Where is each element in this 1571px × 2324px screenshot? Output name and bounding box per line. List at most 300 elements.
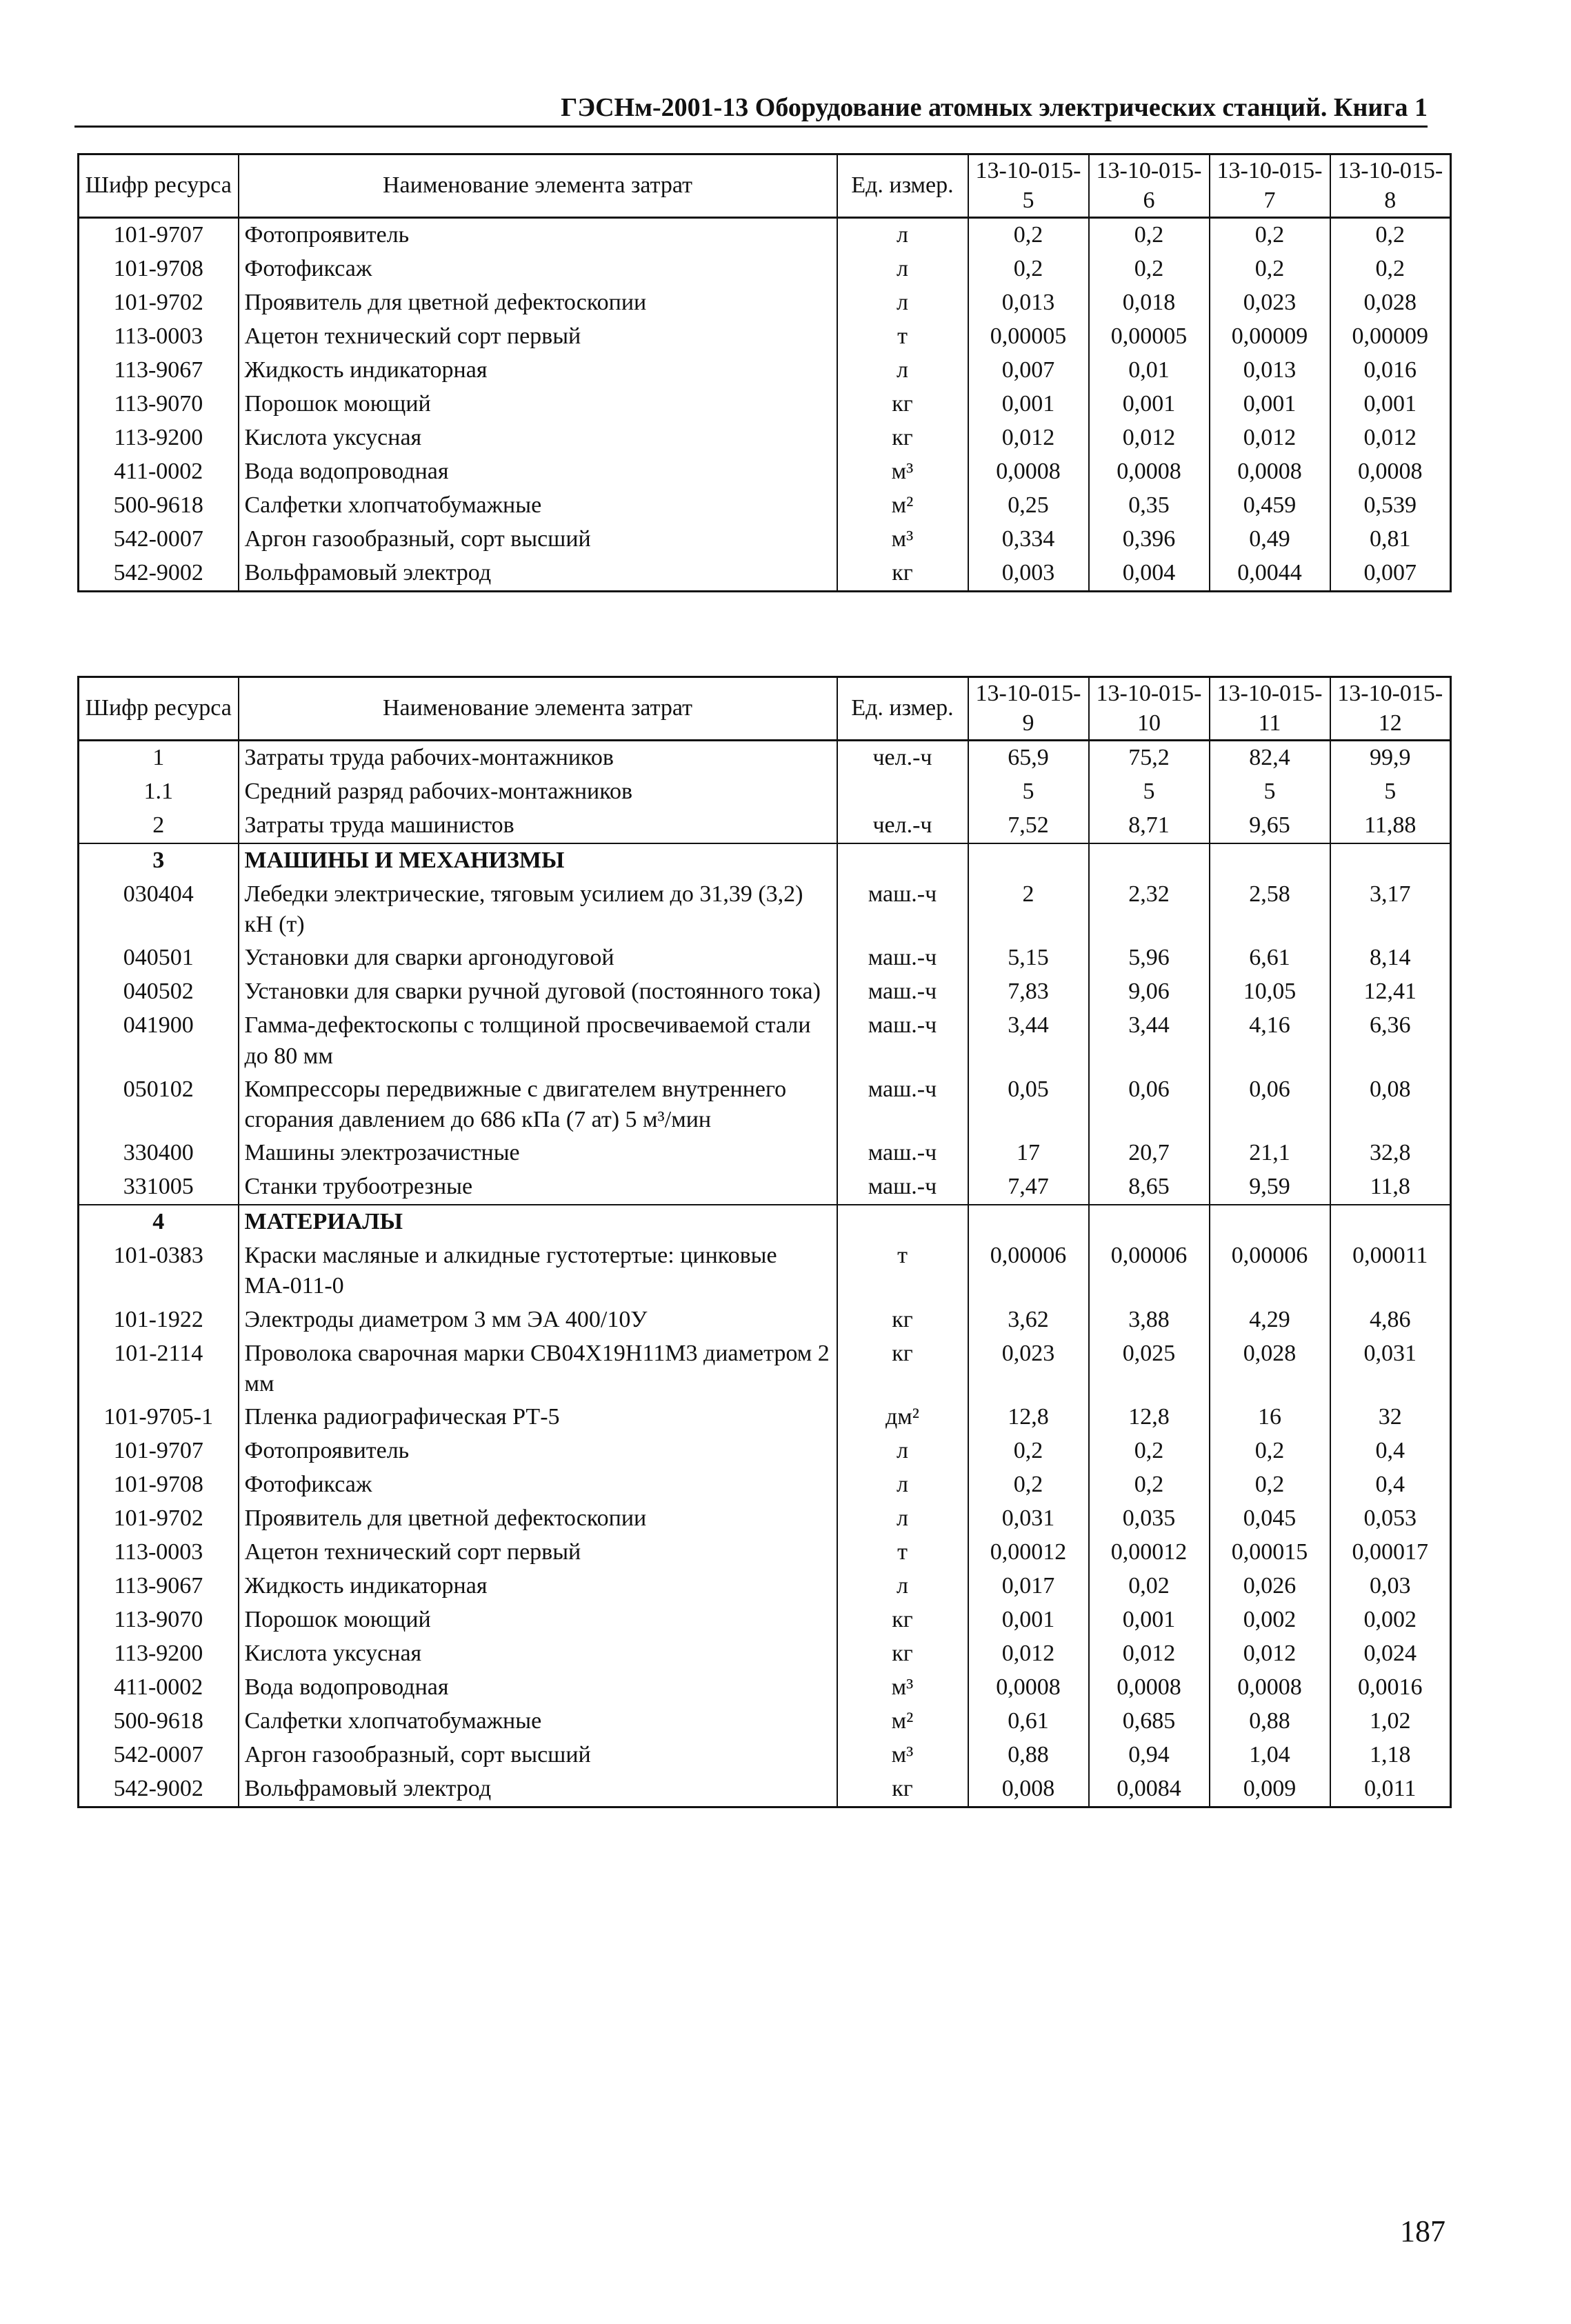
resource-code: 330400 bbox=[79, 1136, 239, 1170]
value-col-1: 65,9 bbox=[968, 741, 1089, 776]
table-row bbox=[79, 523, 1451, 557]
resource-code: 041900 bbox=[79, 1009, 239, 1072]
table-row bbox=[79, 1772, 1451, 1807]
value-col-4: 0,4 bbox=[1330, 1468, 1451, 1502]
value-col-3: 10,05 bbox=[1210, 975, 1330, 1009]
value-col-4: 0,00009 bbox=[1330, 320, 1451, 354]
unit-cell: л bbox=[837, 1570, 968, 1603]
value-col-4: 4,86 bbox=[1330, 1303, 1451, 1337]
value-col-2: 0,025 bbox=[1089, 1337, 1210, 1401]
header-col-2: 13-10-015-10 bbox=[1089, 677, 1210, 741]
value-col-4: 0,539 bbox=[1330, 489, 1451, 523]
unit-cell: м² bbox=[837, 1705, 968, 1739]
value-col-2: 5 bbox=[1089, 775, 1210, 809]
resource-code: 542-0007 bbox=[79, 1739, 239, 1772]
unit-cell: кг bbox=[837, 1637, 968, 1671]
value-col-3: 0,012 bbox=[1210, 421, 1330, 455]
value-col-3: 0,00009 bbox=[1210, 320, 1330, 354]
header-unit: Ед. измер. bbox=[837, 677, 968, 741]
value-col-4: 0,031 bbox=[1330, 1337, 1451, 1401]
resource-code: 113-9070 bbox=[79, 388, 239, 421]
value-col-4: 0,4 bbox=[1330, 1434, 1451, 1468]
section-row bbox=[79, 1205, 1451, 1239]
resource-name: Установки для сварки аргонодуговой bbox=[239, 941, 837, 975]
value-col-1: 0,001 bbox=[968, 1603, 1089, 1637]
header-code: Шифр ресурса bbox=[79, 154, 239, 218]
value-col-2: 0,00005 bbox=[1089, 320, 1210, 354]
unit-cell: м³ bbox=[837, 523, 968, 557]
unit-cell: маш.-ч bbox=[837, 941, 968, 975]
unit-cell: чел.-ч bbox=[837, 809, 968, 843]
value-col-4: 11,88 bbox=[1330, 809, 1451, 843]
resource-name: Кислота уксусная bbox=[239, 421, 837, 455]
table-row bbox=[79, 1136, 1451, 1170]
resource-name: Проявитель для цветной дефектоскопии bbox=[239, 1502, 837, 1536]
resource-code: 1 bbox=[79, 741, 239, 776]
value-col-2: 3,88 bbox=[1089, 1303, 1210, 1337]
resource-code: 113-9070 bbox=[79, 1603, 239, 1637]
value-col-1: 0,031 bbox=[968, 1502, 1089, 1536]
resource-code: 411-0002 bbox=[79, 1671, 239, 1705]
resource-name: Аргон газообразный, сорт высший bbox=[239, 1739, 837, 1772]
resource-name: Порошок моющий bbox=[239, 1603, 837, 1637]
value-col-2: 2,32 bbox=[1089, 878, 1210, 941]
resource-code: 3 bbox=[79, 843, 239, 878]
header-name: Наименование элемента затрат bbox=[239, 154, 837, 218]
value-col-2: 3,44 bbox=[1089, 1009, 1210, 1072]
table-row bbox=[79, 1239, 1451, 1303]
unit-cell bbox=[837, 775, 968, 809]
resource-name: Пленка радиографическая РТ-5 bbox=[239, 1401, 837, 1434]
resource-name: Ацетон технический сорт первый bbox=[239, 320, 837, 354]
value-col-4: 0,001 bbox=[1330, 388, 1451, 421]
resource-name: Машины электрозачистные bbox=[239, 1136, 837, 1170]
value-col-2: 0,02 bbox=[1089, 1570, 1210, 1603]
value-col-3: 0,0008 bbox=[1210, 455, 1330, 489]
value-col-4: 99,9 bbox=[1330, 741, 1451, 776]
resource-code: 101-2114 bbox=[79, 1337, 239, 1401]
resource-name: Ацетон технический сорт первый bbox=[239, 1536, 837, 1570]
resource-code: 101-1922 bbox=[79, 1303, 239, 1337]
value-col-3: 0,49 bbox=[1210, 523, 1330, 557]
value-col-3: 0,06 bbox=[1210, 1073, 1330, 1136]
value-col-3: 1,04 bbox=[1210, 1739, 1330, 1772]
resource-code: 040501 bbox=[79, 941, 239, 975]
value-col-3: 5 bbox=[1210, 775, 1330, 809]
resource-name: Лебедки электрические, тяговым усилием до 31,39 (3,2) кН (т) bbox=[239, 878, 837, 941]
value-col-3: 4,16 bbox=[1210, 1009, 1330, 1072]
resource-name: Электроды диаметром 3 мм ЭА 400/10У bbox=[239, 1303, 837, 1337]
resource-code: 030404 bbox=[79, 878, 239, 941]
value-col-3: 0,0044 bbox=[1210, 557, 1330, 592]
value-col-3: 4,29 bbox=[1210, 1303, 1330, 1337]
value-col-4: 12,41 bbox=[1330, 975, 1451, 1009]
unit-cell: м³ bbox=[837, 455, 968, 489]
resource-name: Вода водопроводная bbox=[239, 1671, 837, 1705]
value-col-2: 0,35 bbox=[1089, 489, 1210, 523]
resource-code: 1.1 bbox=[79, 775, 239, 809]
value-col-4: 0,2 bbox=[1330, 252, 1451, 286]
value-col-4: 1,18 bbox=[1330, 1739, 1451, 1772]
value-col-4: 0,08 bbox=[1330, 1073, 1451, 1136]
value-col-4: 0,03 bbox=[1330, 1570, 1451, 1603]
table-body bbox=[79, 741, 1451, 1807]
value-col-2: 0,035 bbox=[1089, 1502, 1210, 1536]
value-col-1: 0,00012 bbox=[968, 1536, 1089, 1570]
table-row bbox=[79, 1303, 1451, 1337]
value-col-4: 0,0016 bbox=[1330, 1671, 1451, 1705]
value-col-2: 75,2 bbox=[1089, 741, 1210, 776]
header-col-3: 13-10-015-7 bbox=[1210, 154, 1330, 218]
value-col-2: 0,00006 bbox=[1089, 1239, 1210, 1303]
value-col-2: 8,71 bbox=[1089, 809, 1210, 843]
value-col-3: 0,001 bbox=[1210, 388, 1330, 421]
resource-name: Краски масляные и алкидные густотертые: цинковые МА-011-0 bbox=[239, 1239, 837, 1303]
value-col-3: 82,4 bbox=[1210, 741, 1330, 776]
unit-cell: л bbox=[837, 1434, 968, 1468]
value-col-2: 0,00012 bbox=[1089, 1536, 1210, 1570]
table-row bbox=[79, 218, 1451, 253]
value-col-1 bbox=[968, 843, 1089, 878]
value-col-3: 0,009 bbox=[1210, 1772, 1330, 1807]
resource-name: МАТЕРИАЛЫ bbox=[239, 1205, 837, 1239]
resource-name: Фотофиксаж bbox=[239, 252, 837, 286]
table-header-row bbox=[79, 677, 1451, 741]
table-row bbox=[79, 1570, 1451, 1603]
value-col-4 bbox=[1330, 1205, 1451, 1239]
value-col-3: 0,012 bbox=[1210, 1637, 1330, 1671]
value-col-4: 0,011 bbox=[1330, 1772, 1451, 1807]
table-row bbox=[79, 975, 1451, 1009]
unit-cell: маш.-ч bbox=[837, 975, 968, 1009]
value-col-3: 9,65 bbox=[1210, 809, 1330, 843]
resource-name: Жидкость индикаторная bbox=[239, 354, 837, 388]
resource-name: Вода водопроводная bbox=[239, 455, 837, 489]
table-row bbox=[79, 489, 1451, 523]
value-col-1: 0,012 bbox=[968, 1637, 1089, 1671]
unit-cell: л bbox=[837, 1468, 968, 1502]
table-row bbox=[79, 1401, 1451, 1434]
resource-code: 542-9002 bbox=[79, 1772, 239, 1807]
table-row bbox=[79, 388, 1451, 421]
resource-name: Фотофиксаж bbox=[239, 1468, 837, 1502]
value-col-1: 0,05 bbox=[968, 1073, 1089, 1136]
header-col-3: 13-10-015-11 bbox=[1210, 677, 1330, 741]
value-col-4: 8,14 bbox=[1330, 941, 1451, 975]
unit-cell: л bbox=[837, 252, 968, 286]
value-col-2: 0,004 bbox=[1089, 557, 1210, 592]
value-col-1: 0,00006 bbox=[968, 1239, 1089, 1303]
value-col-2: 0,2 bbox=[1089, 1468, 1210, 1502]
resource-code: 101-9702 bbox=[79, 286, 239, 320]
resource-code: 113-9200 bbox=[79, 421, 239, 455]
header-name: Наименование элемента затрат bbox=[239, 677, 837, 741]
unit-cell: маш.-ч bbox=[837, 1009, 968, 1072]
value-col-2: 0,0084 bbox=[1089, 1772, 1210, 1807]
resource-code: 113-9067 bbox=[79, 1570, 239, 1603]
value-col-4: 5 bbox=[1330, 775, 1451, 809]
value-col-1: 12,8 bbox=[968, 1401, 1089, 1434]
value-col-3: 0,2 bbox=[1210, 218, 1330, 253]
value-col-4: 0,0008 bbox=[1330, 455, 1451, 489]
value-col-2: 0,012 bbox=[1089, 1637, 1210, 1671]
resource-name: Салфетки хлопчатобумажные bbox=[239, 1705, 837, 1739]
unit-cell: л bbox=[837, 1502, 968, 1536]
value-col-4: 0,2 bbox=[1330, 218, 1451, 253]
value-col-2: 9,06 bbox=[1089, 975, 1210, 1009]
value-col-2: 0,06 bbox=[1089, 1073, 1210, 1136]
table-row bbox=[79, 809, 1451, 843]
value-col-3: 0,002 bbox=[1210, 1603, 1330, 1637]
value-col-1: 0,2 bbox=[968, 1468, 1089, 1502]
header-col-1: 13-10-015-9 bbox=[968, 677, 1089, 741]
value-col-1: 0,017 bbox=[968, 1570, 1089, 1603]
resource-name: Жидкость индикаторная bbox=[239, 1570, 837, 1603]
table-row bbox=[79, 354, 1451, 388]
resource-name: Вольфрамовый электрод bbox=[239, 1772, 837, 1807]
table-row bbox=[79, 557, 1451, 592]
value-col-3: 0,2 bbox=[1210, 1468, 1330, 1502]
table-row bbox=[79, 1671, 1451, 1705]
value-col-2: 0,94 bbox=[1089, 1739, 1210, 1772]
unit-cell: маш.-ч bbox=[837, 1136, 968, 1170]
unit-cell: кг bbox=[837, 557, 968, 592]
table-row bbox=[79, 455, 1451, 489]
value-col-2: 0,2 bbox=[1089, 218, 1210, 253]
table-row bbox=[79, 1536, 1451, 1570]
resource-code: 113-0003 bbox=[79, 320, 239, 354]
value-col-1: 0,007 bbox=[968, 354, 1089, 388]
resource-name: Затраты труда машинистов bbox=[239, 809, 837, 843]
value-col-1: 0,008 bbox=[968, 1772, 1089, 1807]
value-col-1: 0,0008 bbox=[968, 455, 1089, 489]
value-col-1: 0,2 bbox=[968, 252, 1089, 286]
unit-cell: кг bbox=[837, 1337, 968, 1401]
value-col-3: 0,045 bbox=[1210, 1502, 1330, 1536]
value-col-1: 7,83 bbox=[968, 975, 1089, 1009]
value-col-4: 32 bbox=[1330, 1401, 1451, 1434]
value-col-4: 11,8 bbox=[1330, 1170, 1451, 1205]
value-col-4: 0,053 bbox=[1330, 1502, 1451, 1536]
value-col-2: 0,396 bbox=[1089, 523, 1210, 557]
unit-cell: т bbox=[837, 1536, 968, 1570]
value-col-2: 0,001 bbox=[1089, 388, 1210, 421]
resource-code: 542-9002 bbox=[79, 557, 239, 592]
value-col-3: 0,00015 bbox=[1210, 1536, 1330, 1570]
value-col-1: 5,15 bbox=[968, 941, 1089, 975]
resource-code: 101-0383 bbox=[79, 1239, 239, 1303]
value-col-1: 0,012 bbox=[968, 421, 1089, 455]
table-row bbox=[79, 1337, 1451, 1401]
resource-code: 101-9705-1 bbox=[79, 1401, 239, 1434]
resource-name: МАШИНЫ И МЕХАНИЗМЫ bbox=[239, 843, 837, 878]
resource-name: Проволока сварочная марки СВ04Х19Н11М3 диаметром 2 мм bbox=[239, 1337, 837, 1401]
value-col-3: 0,2 bbox=[1210, 1434, 1330, 1468]
value-col-2: 0,018 bbox=[1089, 286, 1210, 320]
resource-code: 542-0007 bbox=[79, 523, 239, 557]
unit-cell bbox=[837, 843, 968, 878]
header-col-1: 13-10-015-5 bbox=[968, 154, 1089, 218]
value-col-1: 3,44 bbox=[968, 1009, 1089, 1072]
table-row bbox=[79, 1739, 1451, 1772]
page-header bbox=[74, 81, 1428, 128]
value-col-3 bbox=[1210, 843, 1330, 878]
unit-cell: кг bbox=[837, 1303, 968, 1337]
resource-name: Вольфрамовый электрод bbox=[239, 557, 837, 592]
table-row bbox=[79, 1502, 1451, 1536]
value-col-2: 12,8 bbox=[1089, 1401, 1210, 1434]
unit-cell: кг bbox=[837, 421, 968, 455]
header-unit: Ед. измер. bbox=[837, 154, 968, 218]
value-col-3: 21,1 bbox=[1210, 1136, 1330, 1170]
value-col-2: 0,01 bbox=[1089, 354, 1210, 388]
value-col-1: 2 bbox=[968, 878, 1089, 941]
table-row bbox=[79, 1705, 1451, 1739]
value-col-2 bbox=[1089, 1205, 1210, 1239]
value-col-1: 0,61 bbox=[968, 1705, 1089, 1739]
unit-cell: маш.-ч bbox=[837, 1073, 968, 1136]
value-col-3: 0,028 bbox=[1210, 1337, 1330, 1401]
resource-name: Аргон газообразный, сорт высший bbox=[239, 523, 837, 557]
unit-cell bbox=[837, 1205, 968, 1239]
resource-name: Затраты труда рабочих-монтажников bbox=[239, 741, 837, 776]
resource-code: 113-9067 bbox=[79, 354, 239, 388]
unit-cell: кг bbox=[837, 388, 968, 421]
value-col-2: 8,65 bbox=[1089, 1170, 1210, 1205]
value-col-1: 0,88 bbox=[968, 1739, 1089, 1772]
unit-cell: т bbox=[837, 1239, 968, 1303]
page-number: 187 bbox=[1400, 2214, 1445, 2248]
resource-name: Станки трубоотрезные bbox=[239, 1170, 837, 1205]
resource-code: 101-9707 bbox=[79, 1434, 239, 1468]
value-col-4: 1,02 bbox=[1330, 1705, 1451, 1739]
value-col-4: 0,016 bbox=[1330, 354, 1451, 388]
value-col-1: 0,334 bbox=[968, 523, 1089, 557]
table-row bbox=[79, 320, 1451, 354]
value-col-3: 0,459 bbox=[1210, 489, 1330, 523]
header-col-4: 13-10-015-8 bbox=[1330, 154, 1451, 218]
resource-code: 411-0002 bbox=[79, 455, 239, 489]
value-col-4: 0,00011 bbox=[1330, 1239, 1451, 1303]
table-row bbox=[79, 1073, 1451, 1136]
value-col-3: 0,0008 bbox=[1210, 1671, 1330, 1705]
table-row bbox=[79, 1637, 1451, 1671]
unit-cell: маш.-ч bbox=[837, 878, 968, 941]
value-col-2: 0,012 bbox=[1089, 421, 1210, 455]
resource-table-2 bbox=[77, 676, 1452, 1808]
unit-cell: м³ bbox=[837, 1671, 968, 1705]
value-col-1: 0,25 bbox=[968, 489, 1089, 523]
header-col-4: 13-10-015-12 bbox=[1330, 677, 1451, 741]
resource-code: 101-9708 bbox=[79, 252, 239, 286]
unit-cell: м² bbox=[837, 489, 968, 523]
table-row bbox=[79, 1009, 1451, 1072]
value-col-1: 5 bbox=[968, 775, 1089, 809]
unit-cell: маш.-ч bbox=[837, 1170, 968, 1205]
resource-code: 500-9618 bbox=[79, 1705, 239, 1739]
resource-name: Проявитель для цветной дефектоскопии bbox=[239, 286, 837, 320]
value-col-4: 0,00017 bbox=[1330, 1536, 1451, 1570]
value-col-4: 3,17 bbox=[1330, 878, 1451, 941]
value-col-3: 6,61 bbox=[1210, 941, 1330, 975]
table-row bbox=[79, 252, 1451, 286]
value-col-1: 0,001 bbox=[968, 388, 1089, 421]
resource-table-1 bbox=[77, 153, 1452, 592]
table-row bbox=[79, 286, 1451, 320]
value-col-3: 0,013 bbox=[1210, 354, 1330, 388]
value-col-1: 0,013 bbox=[968, 286, 1089, 320]
section-row bbox=[79, 843, 1451, 878]
value-col-1: 3,62 bbox=[968, 1303, 1089, 1337]
resource-code: 101-9708 bbox=[79, 1468, 239, 1502]
value-col-3: 0,2 bbox=[1210, 252, 1330, 286]
resource-code: 2 bbox=[79, 809, 239, 843]
value-col-1 bbox=[968, 1205, 1089, 1239]
resource-code: 331005 bbox=[79, 1170, 239, 1205]
resource-name: Салфетки хлопчатобумажные bbox=[239, 489, 837, 523]
value-col-2: 5,96 bbox=[1089, 941, 1210, 975]
unit-cell: т bbox=[837, 320, 968, 354]
unit-cell: кг bbox=[837, 1772, 968, 1807]
value-col-1: 0,2 bbox=[968, 1434, 1089, 1468]
table-row bbox=[79, 421, 1451, 455]
resource-name: Компрессоры передвижные с двигателем внутреннего сгорания давлением до 686 кПа (7 ат) 5 м³/мин bbox=[239, 1073, 837, 1136]
table-row bbox=[79, 941, 1451, 975]
value-col-3: 0,88 bbox=[1210, 1705, 1330, 1739]
value-col-4: 0,007 bbox=[1330, 557, 1451, 592]
value-col-4: 32,8 bbox=[1330, 1136, 1451, 1170]
table-row bbox=[79, 1603, 1451, 1637]
value-col-3: 0,023 bbox=[1210, 286, 1330, 320]
value-col-2 bbox=[1089, 843, 1210, 878]
resource-code: 113-9200 bbox=[79, 1637, 239, 1671]
resource-name: Порошок моющий bbox=[239, 388, 837, 421]
value-col-1: 0,00005 bbox=[968, 320, 1089, 354]
value-col-4 bbox=[1330, 843, 1451, 878]
resource-name: Фотопроявитель bbox=[239, 218, 837, 253]
resource-code: 050102 bbox=[79, 1073, 239, 1136]
table-row bbox=[79, 878, 1451, 941]
value-col-3: 2,58 bbox=[1210, 878, 1330, 941]
value-col-2: 0,0008 bbox=[1089, 1671, 1210, 1705]
resource-name: Гамма-дефектоскопы с толщиной просвечиваемой стали до 80 мм bbox=[239, 1009, 837, 1072]
unit-cell: дм² bbox=[837, 1401, 968, 1434]
value-col-4: 6,36 bbox=[1330, 1009, 1451, 1072]
header-col-2: 13-10-015-6 bbox=[1089, 154, 1210, 218]
value-col-1: 0,0008 bbox=[968, 1671, 1089, 1705]
value-col-1: 0,2 bbox=[968, 218, 1089, 253]
unit-cell: кг bbox=[837, 1603, 968, 1637]
value-col-3 bbox=[1210, 1205, 1330, 1239]
table-row bbox=[79, 741, 1451, 776]
value-col-4: 0,002 bbox=[1330, 1603, 1451, 1637]
value-col-2: 0,685 bbox=[1089, 1705, 1210, 1739]
resource-name: Установки для сварки ручной дуговой (постоянного тока) bbox=[239, 975, 837, 1009]
value-col-2: 0,001 bbox=[1089, 1603, 1210, 1637]
value-col-3: 0,00006 bbox=[1210, 1239, 1330, 1303]
value-col-1: 17 bbox=[968, 1136, 1089, 1170]
value-col-1: 0,023 bbox=[968, 1337, 1089, 1401]
unit-cell: л bbox=[837, 218, 968, 253]
table-row bbox=[79, 1434, 1451, 1468]
unit-cell: л bbox=[837, 286, 968, 320]
value-col-4: 0,028 bbox=[1330, 286, 1451, 320]
table-header-row bbox=[79, 154, 1451, 218]
table-row bbox=[79, 775, 1451, 809]
resource-name: Средний разряд рабочих-монтажников bbox=[239, 775, 837, 809]
value-col-2: 20,7 bbox=[1089, 1136, 1210, 1170]
table-row bbox=[79, 1468, 1451, 1502]
